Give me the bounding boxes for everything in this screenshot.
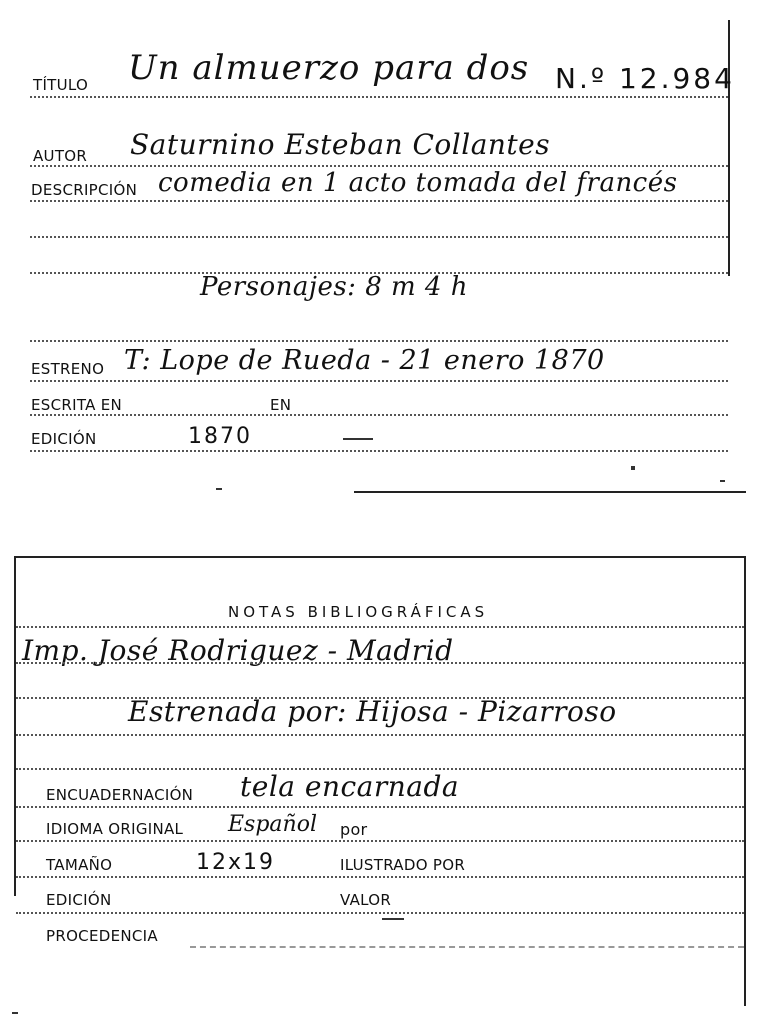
descripcion-label: DESCRIPCIÓN <box>31 181 138 199</box>
estreno-line <box>30 380 728 382</box>
por-label: por <box>340 820 368 839</box>
tamano-value: 12x19 <box>196 850 276 875</box>
personajes-line <box>30 340 728 342</box>
personajes-value: Personajes: 8 m 4 h <box>200 272 468 302</box>
autor-label: AUTOR <box>33 147 88 165</box>
escrita-en-label: ESCRITA EN <box>31 396 123 414</box>
descripcion-value: comedia en 1 acto tomada del francés <box>158 168 678 198</box>
notas-heading: NOTAS BIBLIOGRÁFICAS <box>228 603 489 621</box>
bottom-card-right-border <box>744 556 746 1006</box>
notas-line-4 <box>16 734 744 736</box>
descripcion-line-2 <box>30 236 728 238</box>
procedencia-label: PROCEDENCIA <box>46 927 158 945</box>
edicion-label: EDICIÓN <box>31 430 97 448</box>
ink-mark <box>382 918 404 920</box>
idioma-line <box>16 840 744 842</box>
encuadernacion-value: tela encarnada <box>240 770 460 803</box>
idioma-original-value: Español <box>228 812 317 837</box>
escrita-line <box>30 414 728 416</box>
bottom-card-left-border <box>14 556 16 896</box>
estreno-label: ESTRENO <box>31 360 105 378</box>
procedencia-line <box>190 946 744 948</box>
valor-label: VALOR <box>340 891 392 909</box>
ilustrado-por-label: ILUSTRADO POR <box>340 856 466 874</box>
en-label: EN <box>270 396 292 414</box>
bottom-card-top-border <box>14 556 746 558</box>
titulo-line <box>30 96 728 98</box>
catalog-number: N.º 12.984 <box>555 62 735 95</box>
titulo-label: TÍTULO <box>33 76 89 94</box>
note-imprenta: Imp. José Rodriguez - Madrid <box>22 634 454 667</box>
encuadernacion-label: ENCUADERNACIÓN <box>46 786 194 804</box>
tamano-line <box>16 876 744 878</box>
notas-line-1 <box>16 626 744 628</box>
ink-speck <box>720 480 725 482</box>
edicion-bottom-label: EDICIÓN <box>46 891 112 909</box>
descripcion-line <box>30 200 728 202</box>
edicion-bottom-line <box>16 912 744 914</box>
edicion-line <box>30 450 728 452</box>
tamano-label: TAMAÑO <box>46 856 113 874</box>
ink-mark <box>343 438 373 440</box>
titulo-value: Un almuerzo para dos <box>128 48 530 88</box>
autor-value: Saturnino Esteban Collantes <box>130 128 551 161</box>
idioma-original-label: IDIOMA ORIGINAL <box>46 820 184 838</box>
autor-line <box>30 165 728 167</box>
ink-speck <box>216 488 222 490</box>
notas-line-2 <box>16 662 744 664</box>
ink-speck <box>12 1012 18 1014</box>
note-estrenada: Estrenada por: Hijosa - Pizarroso <box>128 695 617 728</box>
top-card-bottom-rule <box>354 491 746 493</box>
estreno-value: T: Lope de Rueda - 21 enero 1870 <box>124 345 605 376</box>
top-card-right-border <box>728 20 730 276</box>
ink-speck <box>631 466 635 470</box>
edicion-value: 1870 <box>188 424 252 449</box>
encuadernacion-line <box>16 806 744 808</box>
